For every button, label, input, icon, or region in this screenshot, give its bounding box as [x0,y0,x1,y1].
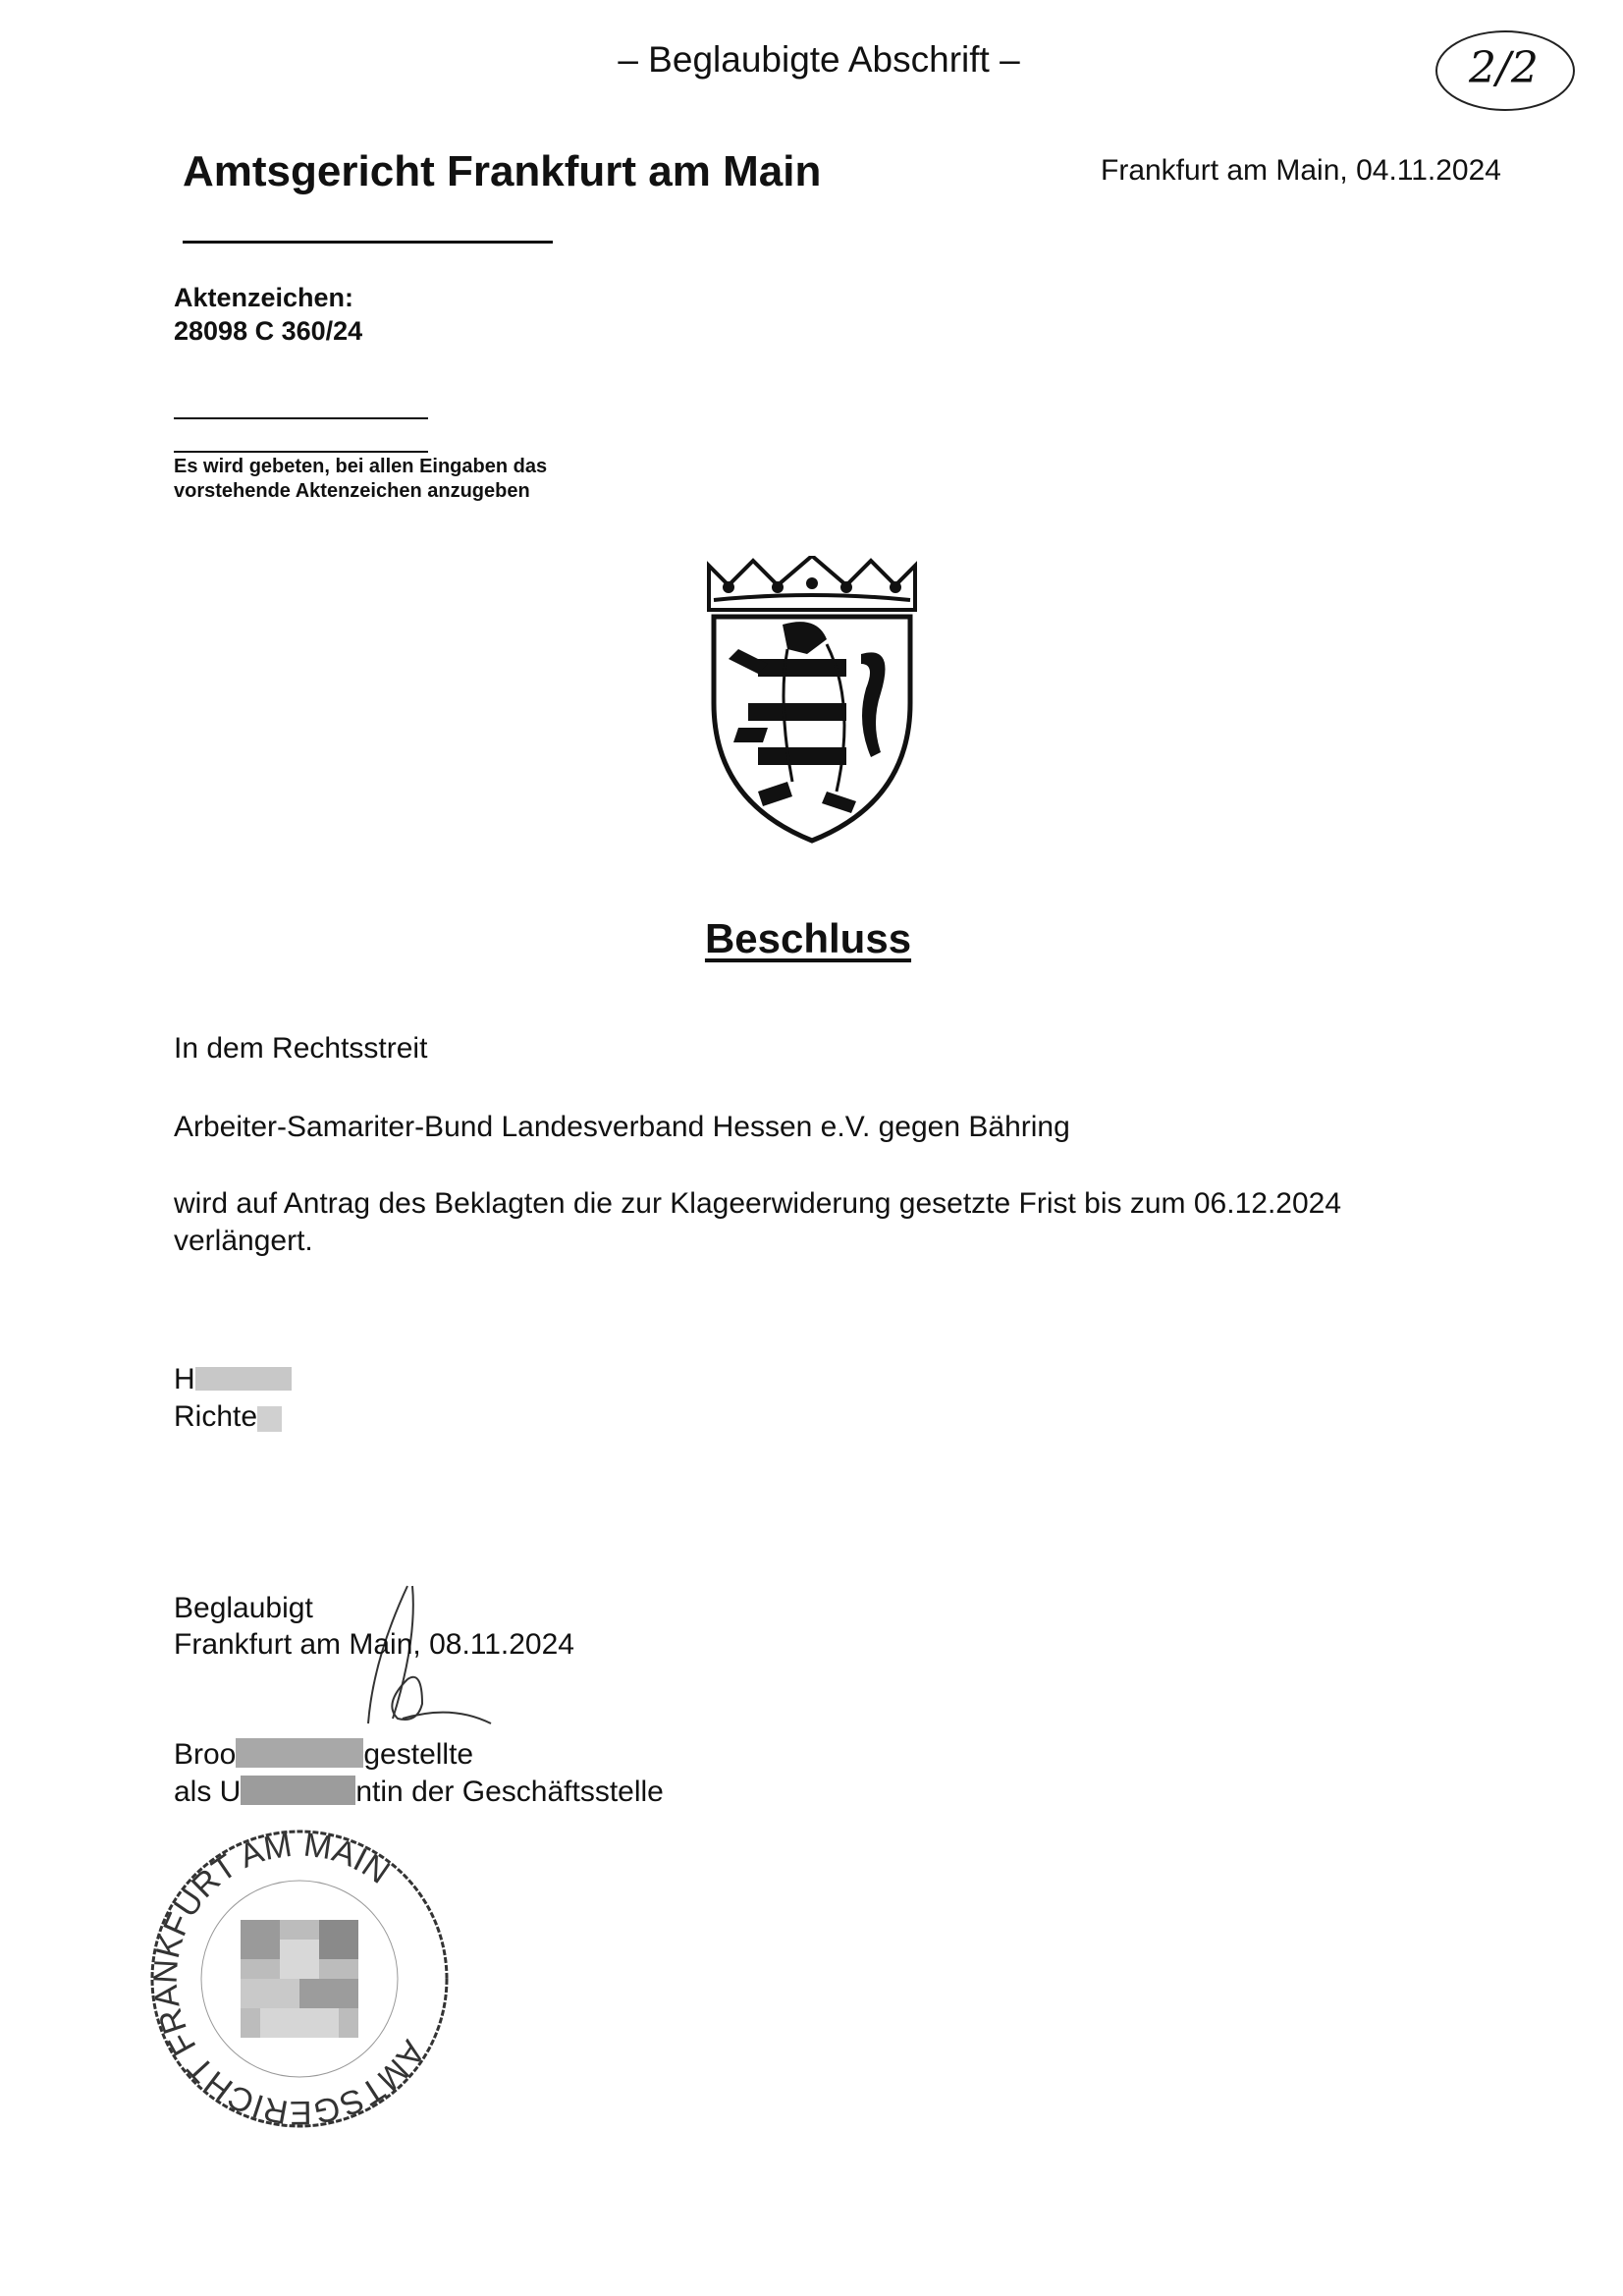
court-name: Amtsgericht Frankfurt am Main [183,147,822,195]
clerk-text: ntin der Geschäftsstelle [355,1776,664,1808]
page-marker [1432,22,1579,115]
judge-name-text: H [174,1363,195,1395]
redaction-block [195,1367,292,1391]
decision-text: verlängert. [174,1225,313,1257]
decision-title: Beschluss [704,915,912,961]
clerk-text: Broo [174,1738,237,1771]
page-marker-text: 2/2 [1469,43,1539,93]
copy-label: – Beglaubigte Abschrift – [618,39,1020,80]
reference-label: Aktenzeichen: [174,283,354,312]
divider [174,451,428,453]
official-stamp [147,1827,452,2131]
reference-note: Es wird gebeten, bei allen Eingaben das [174,456,548,477]
certification-label: Beglaubigt [174,1592,313,1624]
reference-note: vorstehende Aktenzeichen anzugeben [174,480,530,502]
clerk-text: gestellte [363,1738,474,1771]
divider [174,417,428,419]
certification-place-date: Frankfurt am Main, 08.11.2024 [174,1628,574,1661]
reference-number: 28098 C 360/24 [174,316,363,346]
clerk-text: als U [174,1776,242,1808]
stamp-text: AMTSGERICHT FRANKFURT AM MAIN [147,1827,432,2131]
decision-intro: In dem Rechtsstreit [174,1032,428,1065]
header-place-date: Frankfurt am Main, 04.11.2024 [1101,154,1501,187]
clerk-line [174,1775,664,1810]
judge-title-text: Richte [174,1400,258,1433]
decision-parties: Arbeiter-Samariter-Bund Landesverband Hessen e.V. gegen Bähring [174,1111,1070,1143]
redaction-block [241,1776,355,1805]
redaction-mosaic [241,1920,358,2038]
redaction-block [236,1738,363,1768]
judge-name [174,1362,292,1397]
redaction-block [257,1406,282,1432]
hessen-coat-of-arms-icon [699,556,925,850]
clerk-line [174,1737,473,1773]
judge-title [174,1399,282,1435]
divider [183,241,553,244]
decision-text: wird auf Antrag des Beklagten die zur Klageerwiderung gesetzte Frist bis zum 06.12.2024 [174,1187,1342,1220]
